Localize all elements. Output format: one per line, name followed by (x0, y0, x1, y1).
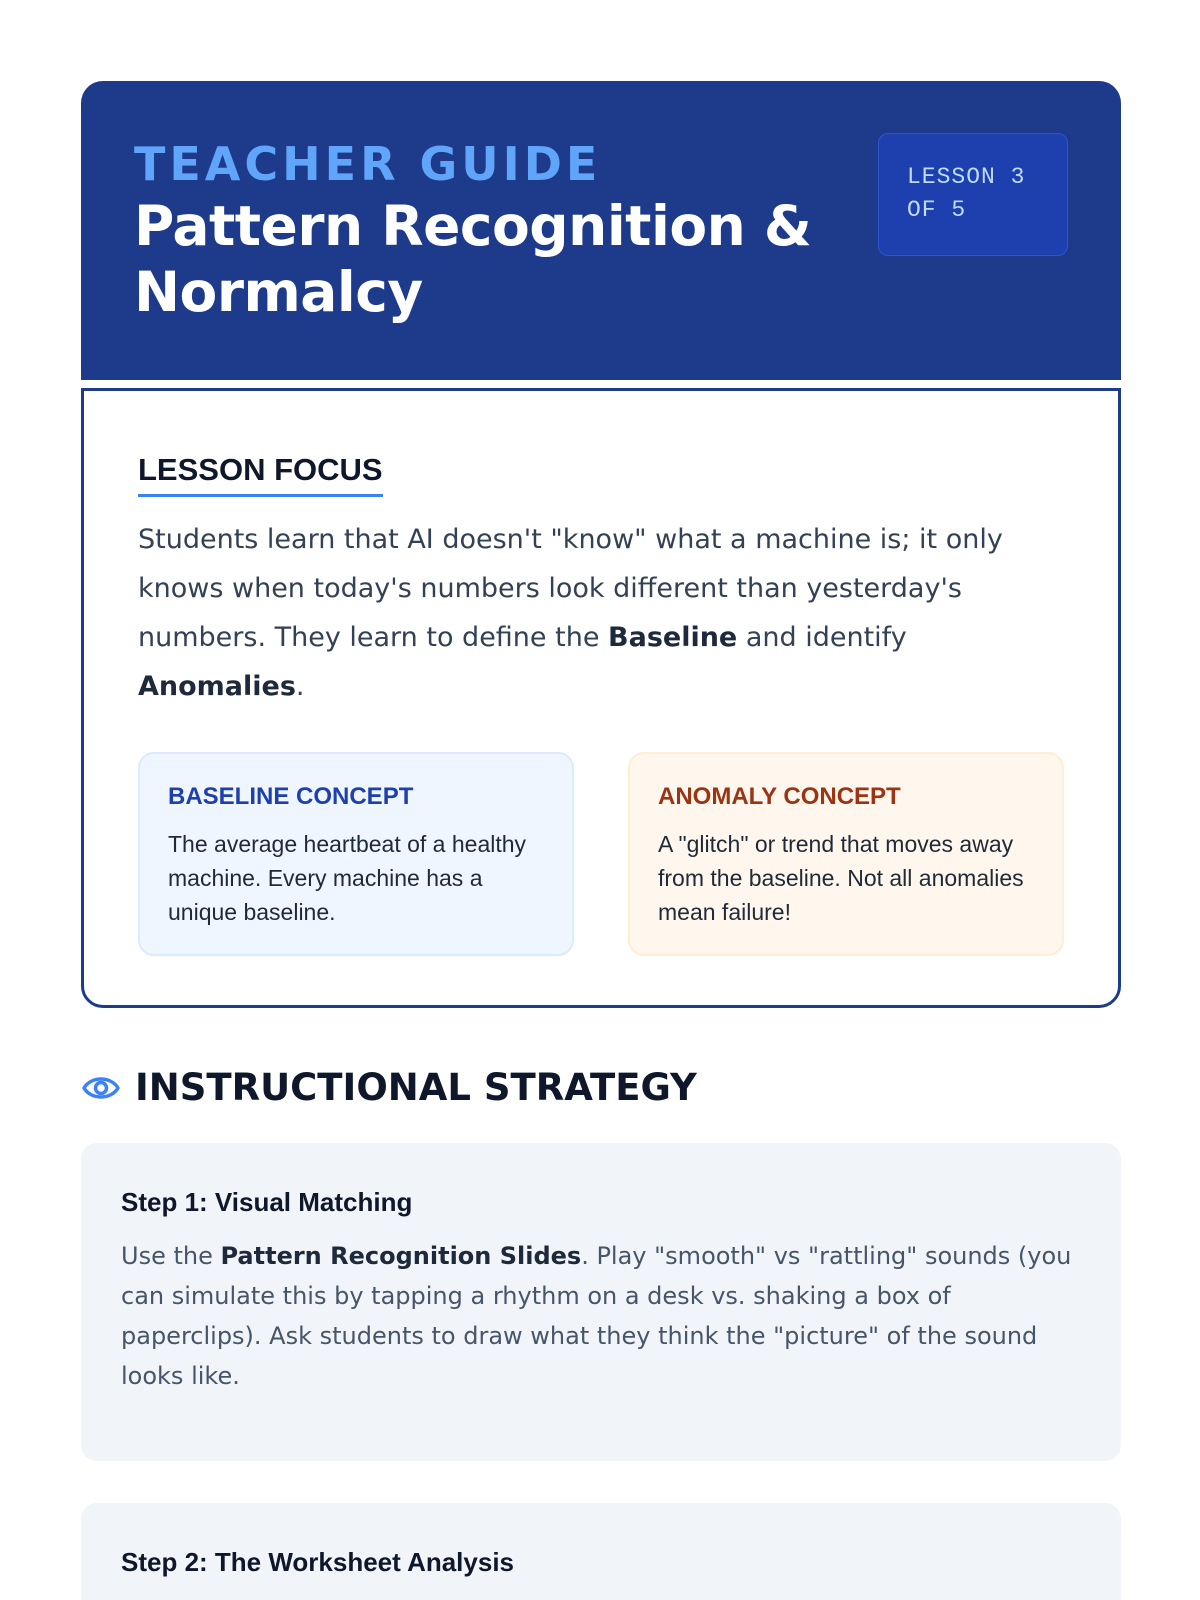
lesson-badge-line1: LESSON 3 (907, 164, 1026, 190)
strategy-title: INSTRUCTIONAL STRATEGY (135, 1066, 697, 1109)
guide-header (81, 81, 1121, 380)
focus-text-part3: . (295, 671, 305, 702)
page-title: Pattern Recognition & Normalcy (134, 194, 812, 324)
baseline-concept-title: BASELINE CONCEPT (168, 783, 414, 810)
lesson-badge-line2: OF 5 (907, 197, 967, 223)
header-kicker: TEACHER GUIDE (134, 137, 602, 191)
step-card-1 (81, 1143, 1121, 1461)
step-2-title: Step 2: The Worksheet Analysis (121, 1547, 515, 1577)
focus-text-part2: and identify (737, 622, 907, 653)
step-1-text-part2: . Play "smooth" vs "rattling" sounds (you can simulate this by tapping a rhythm on a desk vs. shaking a box of paperclips). Ask students to draw what they think the "picture" of the sound looks like. (121, 1242, 1072, 1390)
focus-bold-baseline: Baseline (608, 622, 738, 653)
step-1-text (121, 1236, 1081, 1396)
step-1-text-part1: Use the (121, 1242, 221, 1270)
eye-icon (81, 1068, 121, 1108)
step-1-bold: Pattern Recognition Slides (220, 1242, 582, 1270)
baseline-concept-box (138, 752, 574, 956)
anomaly-concept-text: A "glitch" or trend that moves away from the baseline. Not all anomalies mean failure! (658, 831, 1024, 925)
anomaly-concept-box (628, 752, 1064, 956)
focus-text-part1: Students learn that AI doesn't "know" what a machine is; it only knows when today's numbers look different than yesterday's numbers. They learn to define the (138, 524, 1003, 653)
baseline-concept-text: The average heartbeat of a healthy machine. Every machine has a unique baseline. (168, 831, 527, 925)
anomaly-concept-title: ANOMALY CONCEPT (658, 783, 901, 810)
step-1-title: Step 1: Visual Matching (121, 1187, 413, 1217)
step-card-2 (81, 1503, 1121, 1600)
lesson-focus-heading: LESSON FOCUS (138, 452, 383, 497)
focus-bold-anomalies: Anomalies (138, 671, 296, 702)
lesson-focus-card (81, 388, 1121, 1008)
instructional-strategy-heading (81, 1066, 697, 1110)
lesson-focus-text (138, 515, 1058, 711)
lesson-badge (878, 133, 1068, 256)
